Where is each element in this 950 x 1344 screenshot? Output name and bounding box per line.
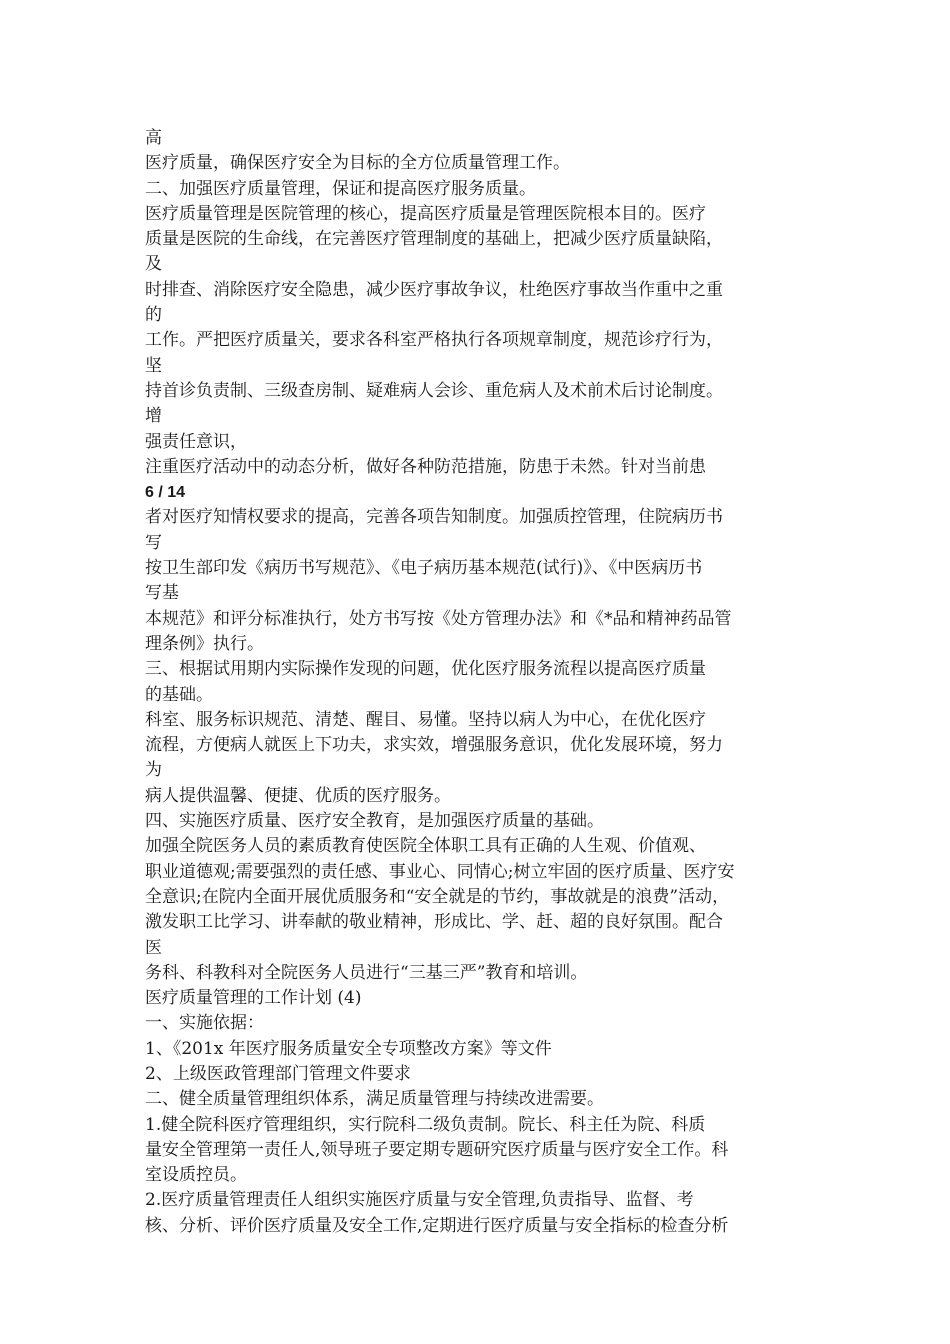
text-line: 二、加强医疗质量管理，保证和提高医疗服务质量。 [145, 178, 536, 199]
text-line: 加强全院医务人员的素质教育使医院全体职工具有正确的人生观、价值观、 [145, 836, 706, 857]
text-line: 注重医疗活动中的动态分析，做好各种防范措施，防患于未然。针对当前患 [145, 456, 706, 477]
text-line: 高 [145, 128, 162, 148]
text-line: 2、上级医政管理部门管理文件要求 [145, 1063, 411, 1084]
text-line: 坚 [145, 355, 162, 376]
text-line: 1、《201x 年医疗服务质量安全专项整改方案》等文件 [145, 1038, 552, 1059]
text-line: 增 [145, 406, 162, 427]
text-line: 理条例》执行。 [145, 633, 264, 654]
text-line: 科室、服务标识规范、清楚、醒目、易懂。坚持以病人为中心，在优化医疗 [145, 709, 706, 730]
text-line: 医疗质量，确保医疗安全为目标的全方位质量管理工作。 [145, 153, 570, 174]
text-line: 1.健全院科医疗管理组织，实行院科二级负责制。院长、科主任为院、科质 [145, 1114, 706, 1135]
text-line: 按卫生部印发《病历书写规范》、《电子病历基本规范(试行)》、《中医病历书 [145, 558, 703, 579]
text-line: 室设质控员。 [145, 1165, 247, 1186]
text-line: 激发职工比学习、讲奉献的敬业精神，形成比、学、赶、超的良好氛围。配合 [145, 912, 723, 933]
text-line: 及 [145, 254, 162, 275]
text-line: 医疗质量管理的工作计划 (4) [145, 988, 362, 1009]
document-body [145, 126, 815, 1239]
text-line: 全意识;在院内全面开展优质服务和“安全就是的节约，事故就是的浪费”活动， [145, 886, 730, 907]
text-line: 写 [145, 532, 162, 553]
text-line: 医疗质量管理是医院管理的核心，提高医疗质量是管理医院根本目的。医疗 [145, 203, 706, 224]
text-line: 二、健全质量管理组织体系，满足质量管理与持续改进需要。 [145, 1089, 604, 1110]
text-line: 四、实施医疗质量、医疗安全教育，是加强医疗质量的基础。 [145, 811, 604, 832]
text-line: 写基 [145, 583, 179, 604]
text-line: 职业道德观;需要强烈的责任感、事业心、同情心;树立牢固的医疗质量、医疗安 [145, 861, 735, 882]
text-line: 量安全管理第一责任人,领导班子要定期专题研究医疗质量与医疗安全工作。科 [145, 1139, 729, 1160]
text-line: 强责任意识， [145, 431, 247, 452]
page-number: 6 / 14 [145, 484, 186, 502]
text-line: 持首诊负责制、三级查房制、疑难病人会诊、重危病人及术前术后讨论制度。 [145, 380, 723, 401]
text-line: 为 [145, 760, 162, 781]
text-line: 质量是医院的生命线，在完善医疗管理制度的基础上，把减少医疗质量缺陷， [145, 229, 723, 250]
text-line: 病人提供温馨、便捷、优质的医疗服务。 [145, 785, 451, 806]
text-line: 三、根据试用期内实际操作发现的问题，优化医疗服务流程以提高医疗质量 [145, 659, 706, 680]
text-line: 时排查、消除医疗安全隐患，减少医疗事故争议，杜绝医疗事故当作重中之重 [145, 279, 723, 300]
text-line: 的 [145, 305, 162, 326]
text-line: 一、实施依据： [145, 1013, 264, 1034]
text-line: 本规范》和评分标准执行，处方书写按《处方管理办法》和《*品和精神药品管 [145, 608, 732, 629]
text-line: 流程，方便病人就医上下功夫，求实效，增强服务意识，优化发展环境，努力 [145, 735, 723, 756]
text-line: 核、分析、评价医疗质量及安全工作,定期进行医疗质量与安全指标的检查分析 [145, 1215, 729, 1236]
text-line: 的基础。 [145, 684, 213, 705]
text-line: 2.医疗质量管理责任人组织实施医疗质量与安全管理,负责指导、监督、考 [145, 1190, 694, 1211]
text-line: 者对医疗知情权要求的提高，完善各项告知制度。加强质控管理，住院病历书 [145, 507, 723, 528]
text-line: 医 [145, 937, 162, 958]
text-line: 务科、科教科对全院医务人员进行“三基三严”教育和培训。 [145, 962, 588, 983]
text-line: 工作。严把医疗质量关，要求各科室严格执行各项规章制度，规范诊疗行为， [145, 330, 723, 351]
